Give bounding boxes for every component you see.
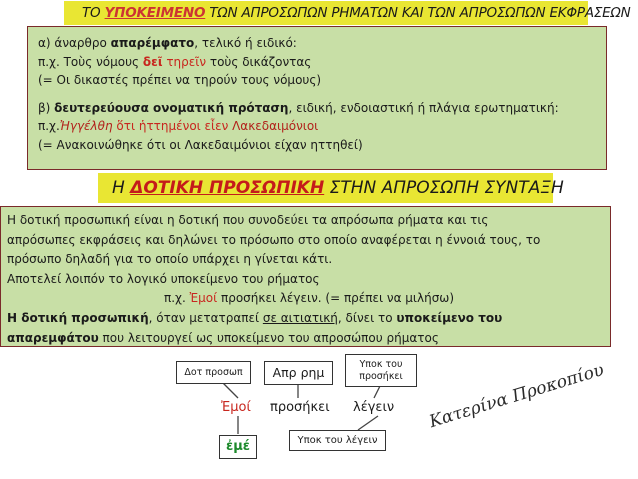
- line7-bold: απαρεμφάτου: [7, 330, 99, 345]
- line6-bold: Η δοτική προσωπική: [7, 310, 149, 325]
- example-1-suffix: τοὺς δικάζοντας: [206, 54, 312, 69]
- top-banner-prefix: ΤΟ: [82, 5, 105, 21]
- mid-banner-suffix: ΣΤΗΝ ΑΠΡΟΣΩΠΗ ΣΥΝΤΑΞΗ: [324, 178, 564, 198]
- item-b-bold: δευτερεύουσα ονοματική πρόταση: [54, 100, 289, 115]
- item-a-bold: απαρέμφατο: [110, 36, 195, 50]
- node-eme: ἐμέ: [219, 435, 257, 459]
- item-a-prefix: α) άναρθρο: [38, 36, 111, 50]
- word-prosikei: προσήκει: [270, 400, 330, 415]
- mid-banner-prefix: Η: [112, 178, 131, 198]
- line6-underlined: σε αιτιατική: [262, 310, 338, 325]
- example-1-verb: δεῖ: [142, 54, 163, 69]
- connector-dot-emoi: [223, 383, 238, 398]
- example-2-verb: Ἠγγέλθη: [59, 119, 113, 134]
- top-banner-suffix: ΤΩΝ ΑΠΡΟΣΩΠΩΝ ΡΗΜΑΤΩΝ ΚΑΙ ΤΩΝ ΑΠΡΟΣΩΠΩΝ ΕΚΦΡΑΣΕΩΝ: [205, 5, 631, 21]
- node-dative-personal: Δοτ προσωπ: [176, 361, 251, 384]
- node-subject-of-legein: Υποκ του λέγειν: [289, 430, 386, 451]
- example-2-clause: ὅτι ἡττημένοι εἶεν: [112, 119, 229, 134]
- item-b-suffix: , ειδική, ενδοιαστική ή πλάγια ερωτηματική:: [288, 100, 559, 115]
- example-suffix: προσήκει λέγειν. (= πρέπει να μιλήσω): [217, 291, 455, 306]
- line6-mid: , όταν μετατραπεί: [148, 310, 263, 325]
- text-line-1: Η δοτική προσωπική είναι η δοτική που συνοδεύει τα απρόσωπα ρήματα και τις: [7, 213, 489, 227]
- example-dative: Ἐμοί: [189, 291, 218, 306]
- translation-2: (= Ανακοινώθηκε ότι οι Λακεδαιμόνιοι είχαν ηττηθεί): [38, 137, 363, 152]
- text-line-2: απρόσωπες εκφράσεις και δηλώνει το πρόσωπο στο οποίο αναφέρεται η έννοιά τους, το: [7, 232, 541, 247]
- author-signature: Κατερίνα Προκοπίου: [427, 359, 607, 433]
- connector-legein-ypok: [358, 416, 378, 430]
- text-line-3: πρόσωπο δηλαδή για το οποίο υπάρχει η γίνεται κάτι.: [7, 252, 333, 267]
- text-line-4: Αποτελεί λοιπόν το λογικό υποκείμενο του ρήματος: [7, 271, 320, 286]
- word-legein: λέγειν: [353, 400, 395, 415]
- node-impersonal-verb: Απρ ρημ: [264, 361, 333, 385]
- item-a-suffix: , τελικό ή ειδικό:: [194, 36, 297, 50]
- example-2-suffix: Λακεδαιμόνιοι: [228, 119, 319, 134]
- line6-bold2: υποκείμενο του: [396, 310, 503, 325]
- example-prefix: π.χ.: [164, 291, 190, 306]
- example-1-infinitive: τηρεῖν: [162, 54, 207, 69]
- connector-ypok-legein: [374, 386, 380, 398]
- line7-suffix: που λειτουργεί ως υποκείμενο του απροσώπου ρήματος: [98, 330, 439, 345]
- line6-mid2: , δίνει το: [337, 310, 397, 325]
- word-emoi: Ἐμοί: [221, 400, 251, 415]
- example-1-prefix: π.χ. Τοὺς νόμους: [38, 54, 143, 69]
- item-b-prefix: β): [38, 100, 55, 115]
- translation-1: (= Οι δικαστές πρέπει να τηρούν τους νόμους): [38, 73, 322, 88]
- mid-banner-highlight: ΔΟΤΙΚΗ ΠΡΟΣΩΠΙΚΗ: [130, 178, 325, 198]
- node-subject-of-prosikei: Υποκ του προσήκει: [345, 354, 417, 387]
- example-2-prefix: π.χ.: [38, 119, 60, 134]
- top-banner-highlight: ΥΠΟΚΕΙΜΕΝΟ: [104, 5, 206, 21]
